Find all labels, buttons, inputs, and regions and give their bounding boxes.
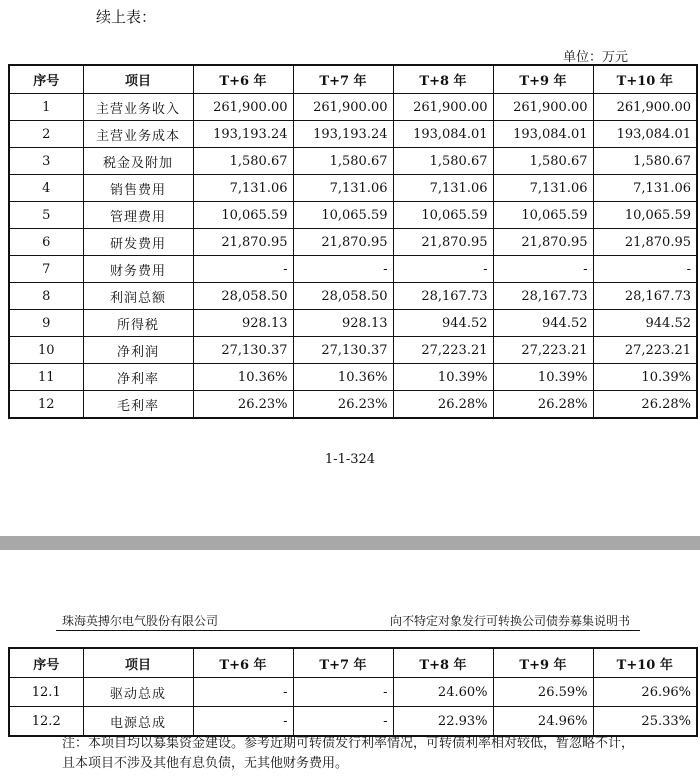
item-name-cell: 管理费用 — [83, 202, 193, 229]
table-row — [9, 283, 697, 310]
item-name-cell: 销售费用 — [83, 175, 193, 202]
value-cell: 1,580.67 — [293, 148, 393, 175]
value-cell: 944.52 — [593, 310, 697, 337]
row-number-cell: 10 — [9, 337, 83, 364]
row-number-cell: 11 — [9, 364, 83, 391]
row-number-cell: 7 — [9, 256, 83, 283]
item-name-cell: 毛利率 — [83, 391, 193, 419]
value-cell: 10.39% — [393, 364, 493, 391]
value-cell: 27,223.21 — [593, 337, 697, 364]
value-cell: 25.33% — [593, 707, 697, 737]
column-header: T+8 年 — [393, 65, 493, 94]
value-cell: - — [493, 256, 593, 283]
value-cell: 26.96% — [593, 678, 697, 707]
column-header: T+8 年 — [393, 648, 493, 678]
column-header: T+6 年 — [193, 65, 293, 94]
continued-table-title: 续上表： — [96, 8, 157, 26]
column-header: T+6 年 — [193, 648, 293, 678]
item-name-cell: 净利率 — [83, 364, 193, 391]
value-cell: 26.59% — [493, 678, 593, 707]
table-header-row — [9, 65, 697, 94]
table-row — [9, 310, 697, 337]
value-cell: 24.96% — [493, 707, 593, 737]
column-header: T+9 年 — [493, 65, 593, 94]
table-row — [9, 391, 697, 419]
column-header: 序号 — [9, 648, 83, 678]
value-cell: 261,900.00 — [293, 94, 393, 121]
value-cell: 26.23% — [293, 391, 393, 419]
value-cell: 7,131.06 — [593, 175, 697, 202]
column-header: T+7 年 — [293, 648, 393, 678]
value-cell: 1,580.67 — [193, 148, 293, 175]
table-row — [9, 94, 697, 121]
column-header: T+7 年 — [293, 65, 393, 94]
value-cell: 28,058.50 — [193, 283, 293, 310]
row-number-cell: 5 — [9, 202, 83, 229]
value-cell: 193,084.01 — [493, 121, 593, 148]
column-header: 项目 — [83, 65, 193, 94]
value-cell: 26.28% — [493, 391, 593, 419]
value-cell: 10,065.59 — [293, 202, 393, 229]
value-cell: 10.39% — [493, 364, 593, 391]
value-cell: 7,131.06 — [193, 175, 293, 202]
table-row — [9, 175, 697, 202]
value-cell: 10,065.59 — [193, 202, 293, 229]
value-cell: 27,223.21 — [493, 337, 593, 364]
table-row — [9, 229, 697, 256]
value-cell: 193,084.01 — [593, 121, 697, 148]
value-cell: - — [393, 256, 493, 283]
value-cell: 193,193.24 — [193, 121, 293, 148]
column-header: 序号 — [9, 65, 83, 94]
value-cell: 261,900.00 — [493, 94, 593, 121]
column-header: T+10 年 — [593, 648, 697, 678]
value-cell: 193,193.24 — [293, 121, 393, 148]
document-page-bottom — [0, 550, 700, 779]
value-cell: 261,900.00 — [593, 94, 697, 121]
value-cell: 10,065.59 — [493, 202, 593, 229]
item-name-cell: 驱动总成 — [83, 678, 193, 707]
value-cell: 1,580.67 — [493, 148, 593, 175]
value-cell: 28,058.50 — [293, 283, 393, 310]
row-number-cell: 3 — [9, 148, 83, 175]
table-row — [9, 707, 697, 737]
item-name-cell: 所得税 — [83, 310, 193, 337]
document-title-header: 向不特定对象发行可转换公司债券募集说明书 — [390, 614, 631, 628]
table-row — [9, 256, 697, 283]
value-cell: 10.39% — [593, 364, 697, 391]
value-cell: 21,870.95 — [393, 229, 493, 256]
item-name-cell: 研发费用 — [83, 229, 193, 256]
value-cell: 27,130.37 — [193, 337, 293, 364]
item-name-cell: 利润总额 — [83, 283, 193, 310]
value-cell: 261,900.00 — [193, 94, 293, 121]
financial-forecast-table — [8, 64, 698, 419]
value-cell: 28,167.73 — [593, 283, 697, 310]
value-cell: - — [293, 707, 393, 737]
value-cell: 24.60% — [393, 678, 493, 707]
value-cell: 28,167.73 — [393, 283, 493, 310]
item-name-cell: 净利润 — [83, 337, 193, 364]
value-cell: 928.13 — [193, 310, 293, 337]
value-cell: - — [293, 256, 393, 283]
value-cell: 944.52 — [393, 310, 493, 337]
column-header: T+9 年 — [493, 648, 593, 678]
value-cell: 7,131.06 — [493, 175, 593, 202]
value-cell: - — [593, 256, 697, 283]
value-cell: 10,065.59 — [393, 202, 493, 229]
value-cell: 261,900.00 — [393, 94, 493, 121]
value-cell: - — [193, 707, 293, 737]
value-cell: 1,580.67 — [593, 148, 697, 175]
row-number-cell: 12.1 — [9, 678, 83, 707]
row-number-cell: 4 — [9, 175, 83, 202]
column-header: T+10 年 — [593, 65, 697, 94]
value-cell: 10.36% — [293, 364, 393, 391]
item-name-cell: 电源总成 — [83, 707, 193, 737]
value-cell: 22.93% — [393, 707, 493, 737]
column-header: 项目 — [83, 648, 193, 678]
value-cell: - — [193, 678, 293, 707]
row-number-cell: 8 — [9, 283, 83, 310]
value-cell: 7,131.06 — [393, 175, 493, 202]
table-row — [9, 364, 697, 391]
value-cell: - — [193, 256, 293, 283]
row-number-cell: 12 — [9, 391, 83, 419]
item-name-cell: 财务费用 — [83, 256, 193, 283]
item-name-cell: 税金及附加 — [83, 148, 193, 175]
table-row — [9, 121, 697, 148]
header-rule — [56, 630, 640, 631]
value-cell: 10.36% — [193, 364, 293, 391]
value-cell: 26.28% — [593, 391, 697, 419]
row-number-cell: 6 — [9, 229, 83, 256]
value-cell: 944.52 — [493, 310, 593, 337]
table-row — [9, 148, 697, 175]
value-cell: 21,870.95 — [493, 229, 593, 256]
row-number-cell: 1 — [9, 94, 83, 121]
unit-label: 单位：万元 — [563, 50, 629, 65]
value-cell: 10,065.59 — [593, 202, 697, 229]
item-name-cell: 主营业务收入 — [83, 94, 193, 121]
value-cell: 21,870.95 — [593, 229, 697, 256]
value-cell: - — [293, 678, 393, 707]
gross-margin-breakdown-table — [8, 647, 698, 737]
value-cell: 27,223.21 — [393, 337, 493, 364]
value-cell: 27,130.37 — [293, 337, 393, 364]
value-cell: 21,870.95 — [293, 229, 393, 256]
row-number-cell: 12.2 — [9, 707, 83, 737]
table-header-row — [9, 648, 697, 678]
value-cell: 26.28% — [393, 391, 493, 419]
value-cell: 193,084.01 — [393, 121, 493, 148]
item-name-cell: 主营业务成本 — [83, 121, 193, 148]
page-number: 1-1-324 — [324, 452, 376, 467]
value-cell: 1,580.67 — [393, 148, 493, 175]
value-cell: 7,131.06 — [293, 175, 393, 202]
table-footnote: 注：本项目均以募集资金建设。参考近期可转债发行利率情况，可转债利率相对较低，暂忽略不计，且本项目不涉及其他有息负债，无其他财务费用。 — [62, 736, 635, 771]
value-cell: 28,167.73 — [493, 283, 593, 310]
value-cell: 928.13 — [293, 310, 393, 337]
value-cell: 21,870.95 — [193, 229, 293, 256]
page-separator — [0, 536, 700, 550]
table-row — [9, 678, 697, 707]
row-number-cell: 9 — [9, 310, 83, 337]
value-cell: 26.23% — [193, 391, 293, 419]
table-row — [9, 202, 697, 229]
table-row — [9, 337, 697, 364]
company-name-header: 珠海英搏尔电气股份有限公司 — [62, 614, 219, 628]
row-number-cell: 2 — [9, 121, 83, 148]
